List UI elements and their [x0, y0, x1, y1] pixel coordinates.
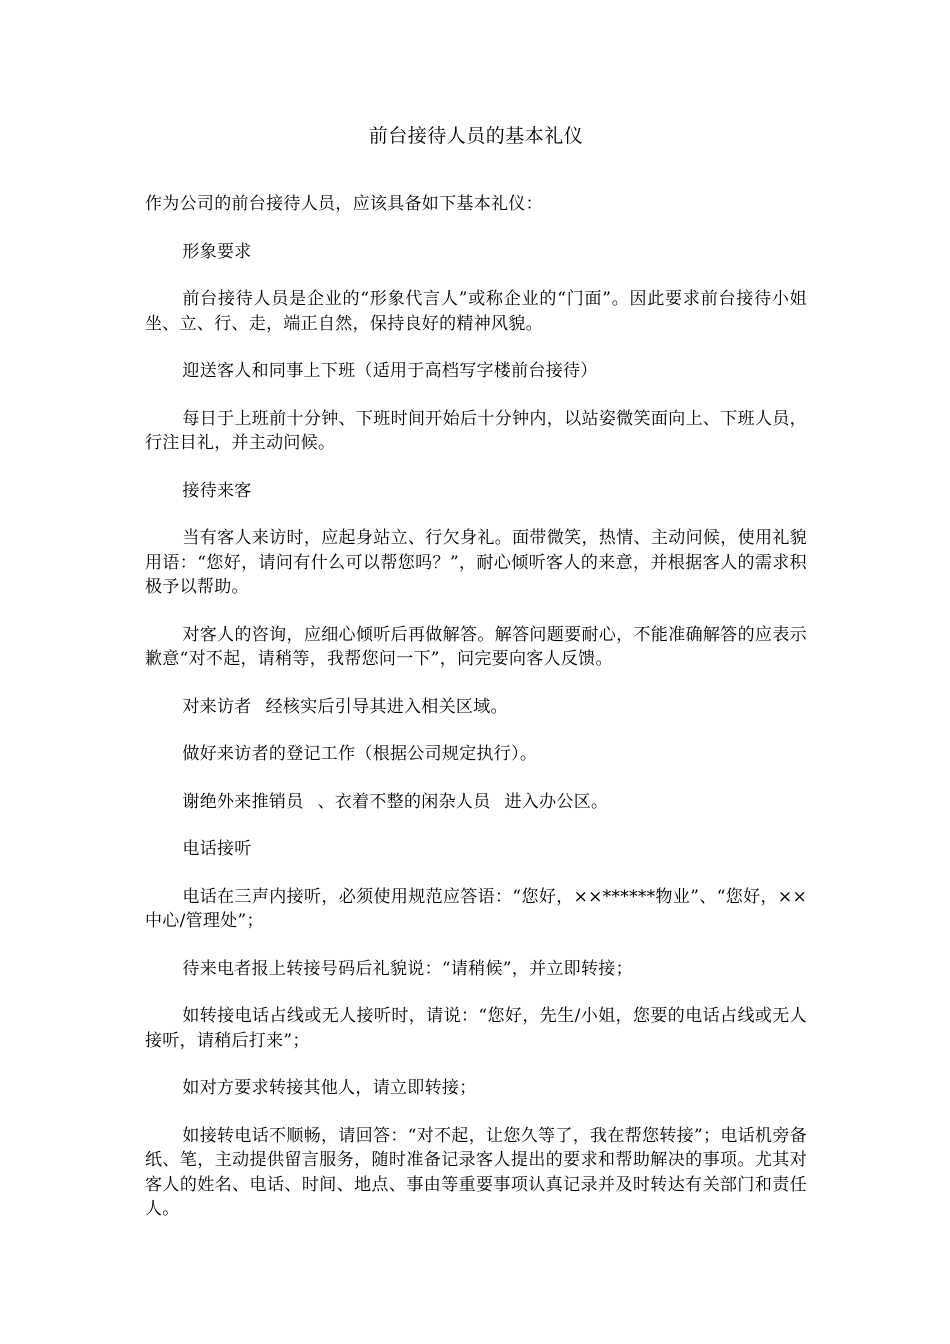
- paragraph-phone-4: 如对方要求转接其他人，请立即转接；: [182, 1078, 477, 1098]
- text-fragment: 经核实后引导其进入相关区域。: [265, 696, 508, 717]
- text-fragment: 、衣着不整的闲杂人员: [317, 791, 491, 812]
- paragraph-reception-4: 做好来访者的登记工作（根据公司规定执行）。: [182, 744, 538, 764]
- paragraph-phone-2: 待来电者报上转接号码后礼貌说：“请稍候”，并立即转接；: [182, 958, 633, 979]
- paragraph-appearance: 前台接待人员是企业的“形象代言人”或称企业的“门面”。因此要求前台接待小姐坐、立、行、走，端正自然，保持良好的精神风貌。: [145, 289, 807, 334]
- document-body: [145, 122, 807, 1245]
- section-heading-appearance: 形象要求: [182, 241, 252, 262]
- text-fragment: 对来访者: [182, 696, 252, 717]
- intro-paragraph: 作为公司的前台接待人员，应该具备如下基本礼仪：: [145, 194, 543, 214]
- paragraph-phone-3: 如转接电话占线或无人接听时，请说：“您好，先生/小姐，您要的电话占线或无人接听，请稍后打来”；: [145, 1006, 807, 1051]
- paragraph-phone-1: 电话在三声内接听，必须使用规范应答语：“您好，××******物业”、“您好，××中心/管理处”；: [145, 886, 807, 931]
- section-heading-greeting: 迎送客人和同事上下班（适用于高档写字楼前台接待）: [182, 361, 598, 381]
- section-heading-phone: 电话接听: [182, 839, 252, 859]
- text-fragment: 进入办公区。: [504, 791, 609, 812]
- paragraph-reception-5: [145, 790, 807, 815]
- section-heading-reception: 接待来客: [182, 480, 252, 501]
- text-fragment: 谢绝外来推销员: [182, 791, 304, 812]
- document-title: 前台接待人员的基本礼仪: [368, 125, 584, 147]
- paragraph-greeting: 每日于上班前十分钟、下班时间开始后十分钟内，以站姿微笑面向上、下班人员，行注目礼，并主动问候。: [145, 408, 807, 453]
- paragraph-reception-1: 当有客人来访时，应起身站立、行欠身礼。面带微笑，热情、主动问候，使用礼貌用语：“您好，请问有什么可以帮您吗？”，耐心倾听客人的来意，并根据客人的需求积极予以帮助。: [145, 528, 807, 597]
- paragraph-reception-3: [145, 695, 807, 720]
- paragraph-phone-5: 如接转电话不顺畅，请回答：“对不起，让您久等了，我在帮您转接”；电话机旁备纸、笔，主动提供留言服务，随时准备记录客人提出的要求和帮助解决的事项。尤其对客人的姓名、电话、时间、地点、事由等重要事项认真记录并及时转达有关部门和责任人。: [145, 1125, 807, 1219]
- paragraph-reception-2: 对客人的咨询，应细心倾听后再做解答。解答问题要耐心，不能准确解答的应表示歉意“对不起，请稍等，我帮您问一下”，问完要向客人反馈。: [145, 624, 807, 669]
